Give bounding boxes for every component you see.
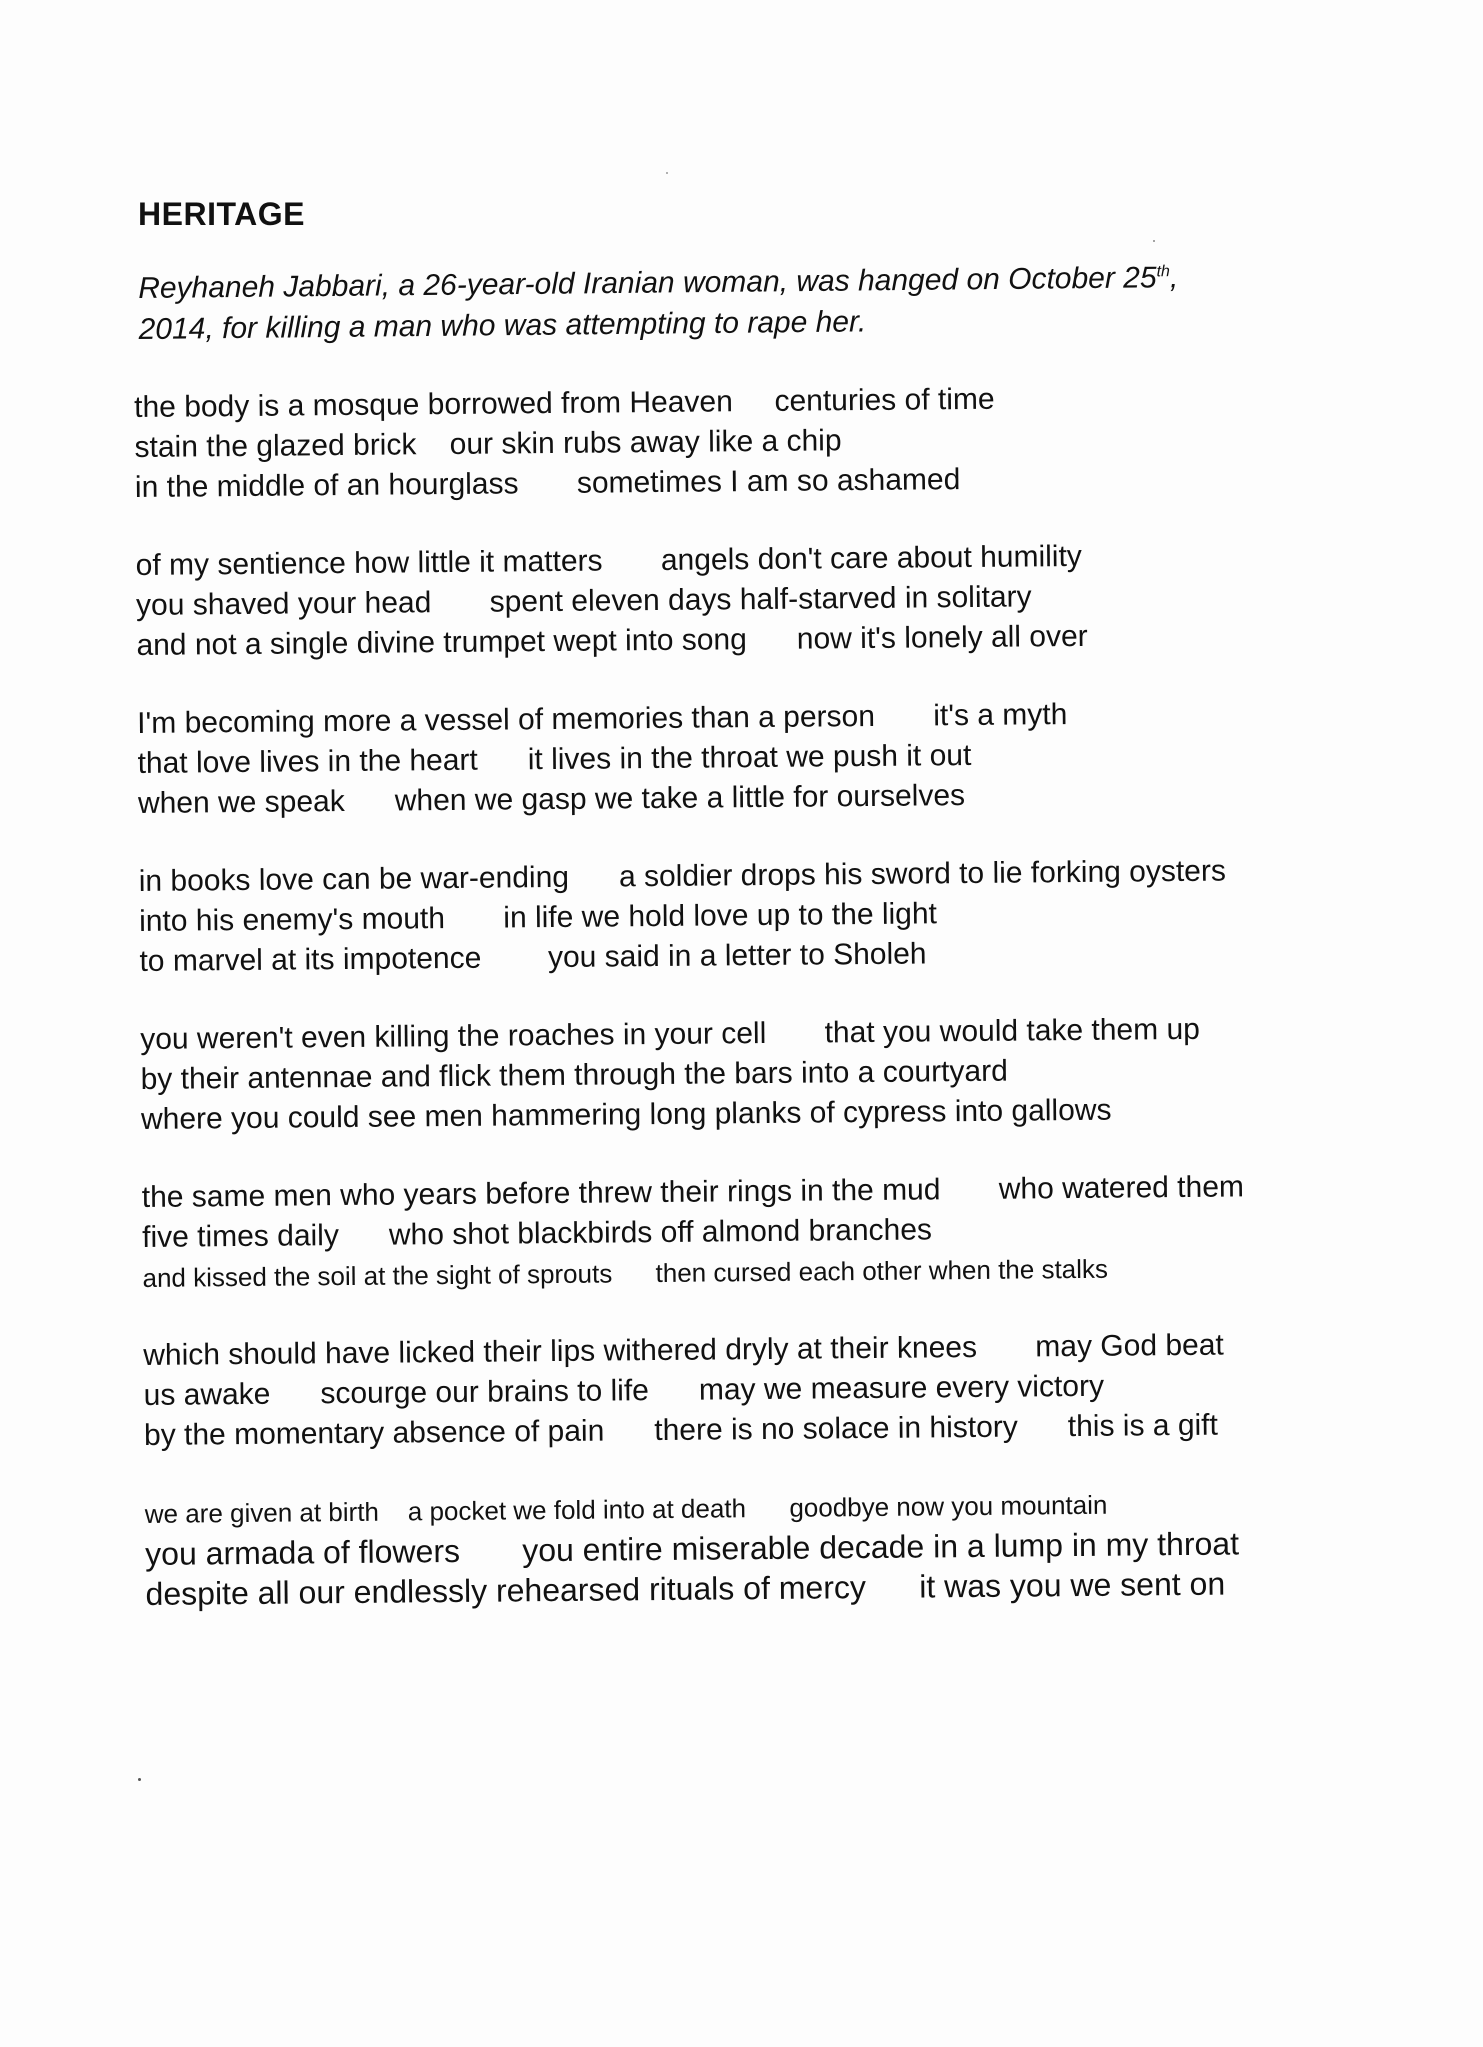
epigraph-line-2: 2014, for killing a man who was attempting to rape her. bbox=[138, 305, 867, 346]
poem-line: despite all our endlessly rehearsed rituals of mercy it was you we sent on bbox=[145, 1565, 1226, 1612]
scan-speck bbox=[1153, 240, 1155, 242]
stanza-1 bbox=[134, 376, 1355, 508]
poem-line: when we speak when we gasp we take a little for ourselves bbox=[137, 779, 966, 820]
poem-line: us awake scourge our brains to life may we measure every victory bbox=[143, 1369, 1105, 1412]
epigraph bbox=[138, 256, 1319, 350]
poem-line: into his enemy's mouth in life we hold love up to the light bbox=[138, 897, 938, 938]
poem-line: you weren't even killing the roaches in your cell that you would take them up bbox=[140, 1012, 1201, 1056]
poem-line: which should have licked their lips withered dryly at their knees may God beat bbox=[143, 1328, 1224, 1372]
poem-line: and not a single divine trumpet wept into song now it's lonely all over bbox=[136, 619, 1088, 662]
scan-speck bbox=[666, 172, 668, 174]
epigraph-comma: , bbox=[1169, 261, 1179, 295]
poem-title: HERITAGE bbox=[138, 196, 305, 232]
stanza-8 bbox=[145, 1482, 1366, 1614]
poem-line: by their antennae and flick them through the bars into a courtyard bbox=[140, 1054, 1008, 1096]
poem-line: the body is a mosque borrowed from Heaven centuries of time bbox=[134, 382, 995, 424]
poem-line: that love lives in the heart it lives in the throat we push it out bbox=[137, 738, 972, 780]
poem-line: where you could see men hammering long planks of cypress into gallows bbox=[140, 1093, 1112, 1136]
poem-line: of my sentience how little it matters angels don't care about humility bbox=[135, 539, 1082, 582]
poem-line: stain the glazed brick our skin rubs away like a chip bbox=[134, 424, 842, 464]
poem-line: you shaved your head spent eleven days half-starved in solitary bbox=[135, 580, 1032, 622]
epigraph-text: Reyhaneh Jabbari, a 26-year-old Iranian woman, was hanged on October 25 bbox=[138, 261, 1157, 305]
poem-line: you armada of flowers you entire miserable decade in a lump in my throat bbox=[145, 1525, 1240, 1572]
stanza-3 bbox=[137, 692, 1358, 824]
stanza-2 bbox=[136, 534, 1357, 666]
poem-line: five times daily who shot blackbirds off almond branches bbox=[141, 1213, 933, 1254]
poem-line: in the middle of an hourglass sometimes I am so ashamed bbox=[134, 463, 961, 504]
scan-speck bbox=[138, 1778, 141, 1781]
poem-line: we are given at birth a pocket we fold into at death goodbye now you mountain bbox=[144, 1489, 1108, 1529]
stanza-7 bbox=[143, 1324, 1364, 1456]
poem-line: by the momentary absence of pain there is no solace in history this is a gift bbox=[143, 1408, 1219, 1452]
poem-line: I'm becoming more a vessel of memories than a person it's a myth bbox=[137, 698, 1068, 740]
poem-line: and kissed the soil at the sight of sprouts then cursed each other when the stalks bbox=[142, 1253, 1109, 1293]
poem-line: to marvel at its impotence you said in a letter to Sholeh bbox=[139, 937, 927, 978]
stanza-6 bbox=[142, 1166, 1363, 1298]
stanza-5 bbox=[140, 1008, 1361, 1140]
poem-line: in books love can be war-ending a soldier drops his sword to lie forking oysters bbox=[138, 854, 1227, 898]
stanza-4 bbox=[139, 850, 1360, 982]
poem-body bbox=[134, 376, 1366, 1652]
poem-line: the same men who years before threw their rings in the mud who watered them bbox=[141, 1170, 1245, 1214]
epigraph-superscript: th bbox=[1156, 263, 1170, 281]
